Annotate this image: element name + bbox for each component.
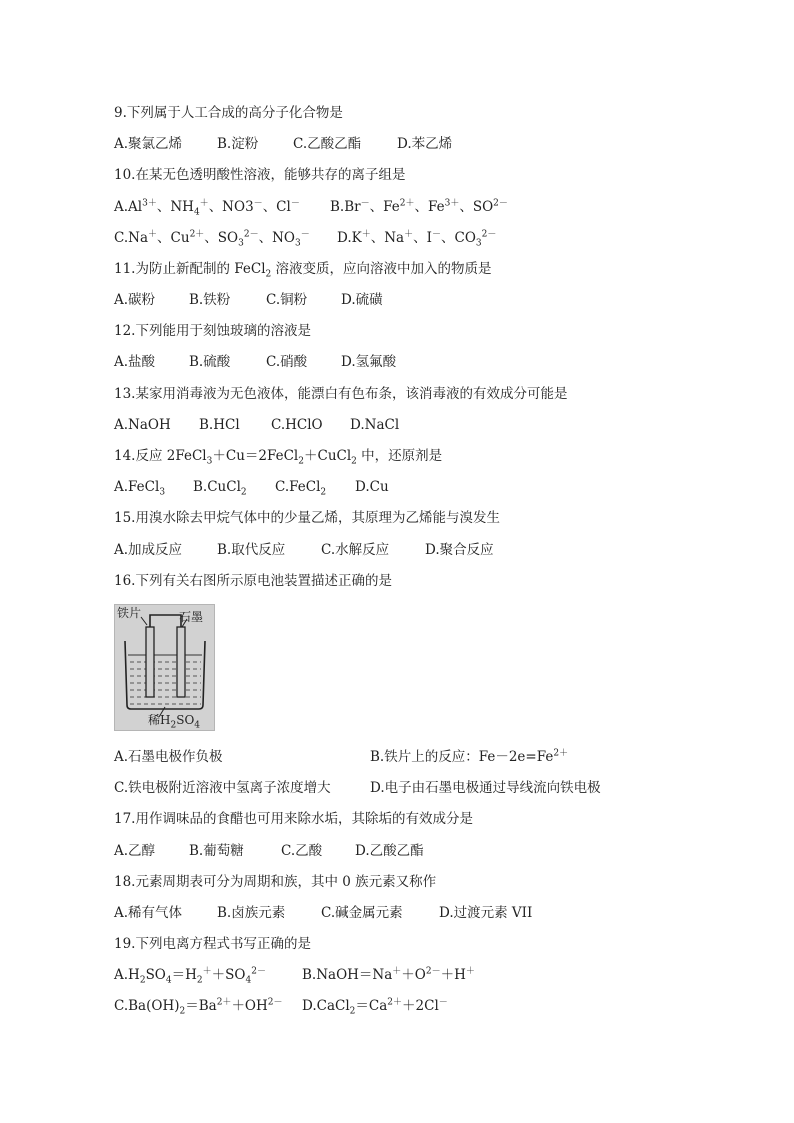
galvanic-cell-figure (114, 604, 215, 731)
q15-option-b: B.取代反应 (217, 542, 286, 558)
q13-option-c: C.HClO (271, 417, 323, 433)
graphite-electrode (177, 627, 185, 697)
q16-stem: 16.下列有关右图所示原电池装置描述正确的是 (114, 573, 392, 589)
q15-stem: 15.用溴水除去甲烷气体中的少量乙烯，其原理为乙烯能与溴发生 (114, 510, 500, 526)
q14-option-b-text: B.CuCl (193, 479, 241, 495)
q16-option-d: D.电子由石墨电极通过导线流向铁电极 (370, 780, 601, 796)
q17-option-c: C.乙酸 (281, 843, 323, 859)
q12-option-d: D.氢氟酸 (341, 354, 397, 370)
q12-option-c: C.硝酸 (266, 354, 308, 370)
q12-option-b: B.硫酸 (189, 354, 231, 370)
dilute-label: 稀 (148, 713, 161, 727)
q14-option-c: C.FeCl$_2$ (275, 479, 327, 498)
q16-option-c: C.铁电极附近溶液中氢离子浓度增大 (114, 780, 331, 796)
q17-option-d: D.乙酸乙酯 (355, 843, 424, 859)
q14-option-a: A.FeCl$_3$ (114, 479, 166, 498)
q9-option-d: D.苯乙烯 (397, 136, 453, 152)
q14-option-c-text: C.FeCl (275, 479, 321, 495)
q19-option-d: $D.CaCl_2=Ca^{2+}+2Cl^-$ (302, 997, 448, 1017)
q9-stem: 9.下列属于人工合成的高分子化合物是 (114, 105, 343, 121)
q13-stem: 13.某家用消毒液为无色液体，能漂白有色布条，该消毒液的有效成分可能是 (114, 386, 568, 402)
q11-option-c: C.铜粉 (266, 292, 308, 308)
iron-electrode (146, 627, 154, 697)
q10-stem: 10.在某无色透明酸性溶液，能够共存的离子组是 (114, 167, 406, 183)
q9-option-c: C.乙酸乙酯 (293, 136, 362, 152)
q14-option-b: B.CuCl$_2$ (193, 479, 247, 498)
q11-stem-post: 溶液变质，应向溶液中加入的物质是 (271, 261, 492, 277)
q17-stem: 17.用作调味品的食醋也可用来除水垢，其除垢的有效成分是 (114, 811, 473, 827)
q15-option-c: C.水解反应 (321, 542, 390, 558)
q10-option-d: D.K＋、Na＋、I－、$CO_3^{2-}$ (337, 229, 497, 249)
q12-option-a: A.盐酸 (114, 354, 156, 370)
iron-sheet-label: 铁片 (117, 606, 142, 620)
q13-option-d: D.NaCl (350, 417, 400, 433)
q18-option-c: C.碱金属元素 (321, 905, 403, 921)
q17-option-b: B.葡萄糖 (189, 843, 244, 859)
q11-stem (114, 260, 492, 278)
q12-stem: 12.下列能用于刻蚀玻璃的溶液是 (114, 323, 311, 339)
q15-option-a: A.加成反应 (114, 542, 183, 558)
q14-option-d: D.Cu (355, 479, 389, 495)
q11-stem-pre: 11.为防止新配制的 FeCl (114, 261, 266, 277)
q14-stem: 14.反应 2FeCl$_3$＋Cu＝2FeCl$_2$＋CuCl$_2$ 中，还原剂是 (114, 448, 443, 467)
beaker-outline (125, 641, 205, 709)
q18-option-b: B.卤族元素 (217, 905, 286, 921)
q13-option-b: B.HCl (199, 417, 240, 433)
label-leader-left (141, 617, 147, 625)
q13-option-a: A.NaOH (114, 417, 171, 433)
q15-option-d: D.聚合反应 (425, 542, 494, 558)
q10-option-a: $A.Al^{3+}$、$NH_4^+$、NO3－、Cl－ (114, 198, 300, 218)
q17-option-a: A.乙醇 (114, 843, 156, 859)
q16-option-a: A.石墨电极作负极 (114, 749, 223, 765)
q10-option-c: C.Na＋、$Cu^{2+}$、$SO_3^{2-}$、$NO_3^-$ (114, 229, 310, 249)
q9-option-b: B.淀粉 (217, 136, 259, 152)
q19-stem: 19.下列电离方程式书写正确的是 (114, 936, 311, 952)
q19-option-b: $B.NaOH=Na^++O^{2-}+H^+$ (302, 966, 475, 983)
q11-option-a: A.碳粉 (114, 292, 156, 308)
q11-stem-sub: 2 (265, 269, 272, 280)
q14-option-a-text: A.FeCl (114, 479, 160, 495)
q16-option-b: B.铁片上的反应：$Fe-2e=Fe^{2+}$ (370, 748, 569, 765)
q18-stem: 18.元素周期表可分为周期和族，其中 0 族元素又称作 (114, 874, 437, 890)
q9-option-a: A.聚氯乙烯 (114, 136, 183, 152)
solution-dashes (130, 662, 201, 704)
q18-option-d: D.过渡元素 VII (439, 905, 533, 921)
q19-option-c: $C.Ba(OH)_2=Ba^{2+}+OH^{2-}$ (114, 997, 283, 1017)
q18-option-a: A.稀有气体 (114, 905, 183, 921)
wire-line (150, 615, 181, 627)
graphite-label: 石墨 (179, 610, 204, 624)
q11-option-d: D.硫磺 (341, 292, 383, 308)
q10-option-b: B.Br－、$Fe^{2+}$、$Fe^{3+}$、$SO^{2-}$ (330, 198, 508, 215)
q19-option-a: $A.H_2SO_4=H_2^++SO_4^{2-}$ (114, 966, 266, 986)
dilute-h2so4-label: 稀$H_2SO_4$ (148, 713, 201, 731)
q11-option-b: B.铁粉 (189, 292, 231, 308)
